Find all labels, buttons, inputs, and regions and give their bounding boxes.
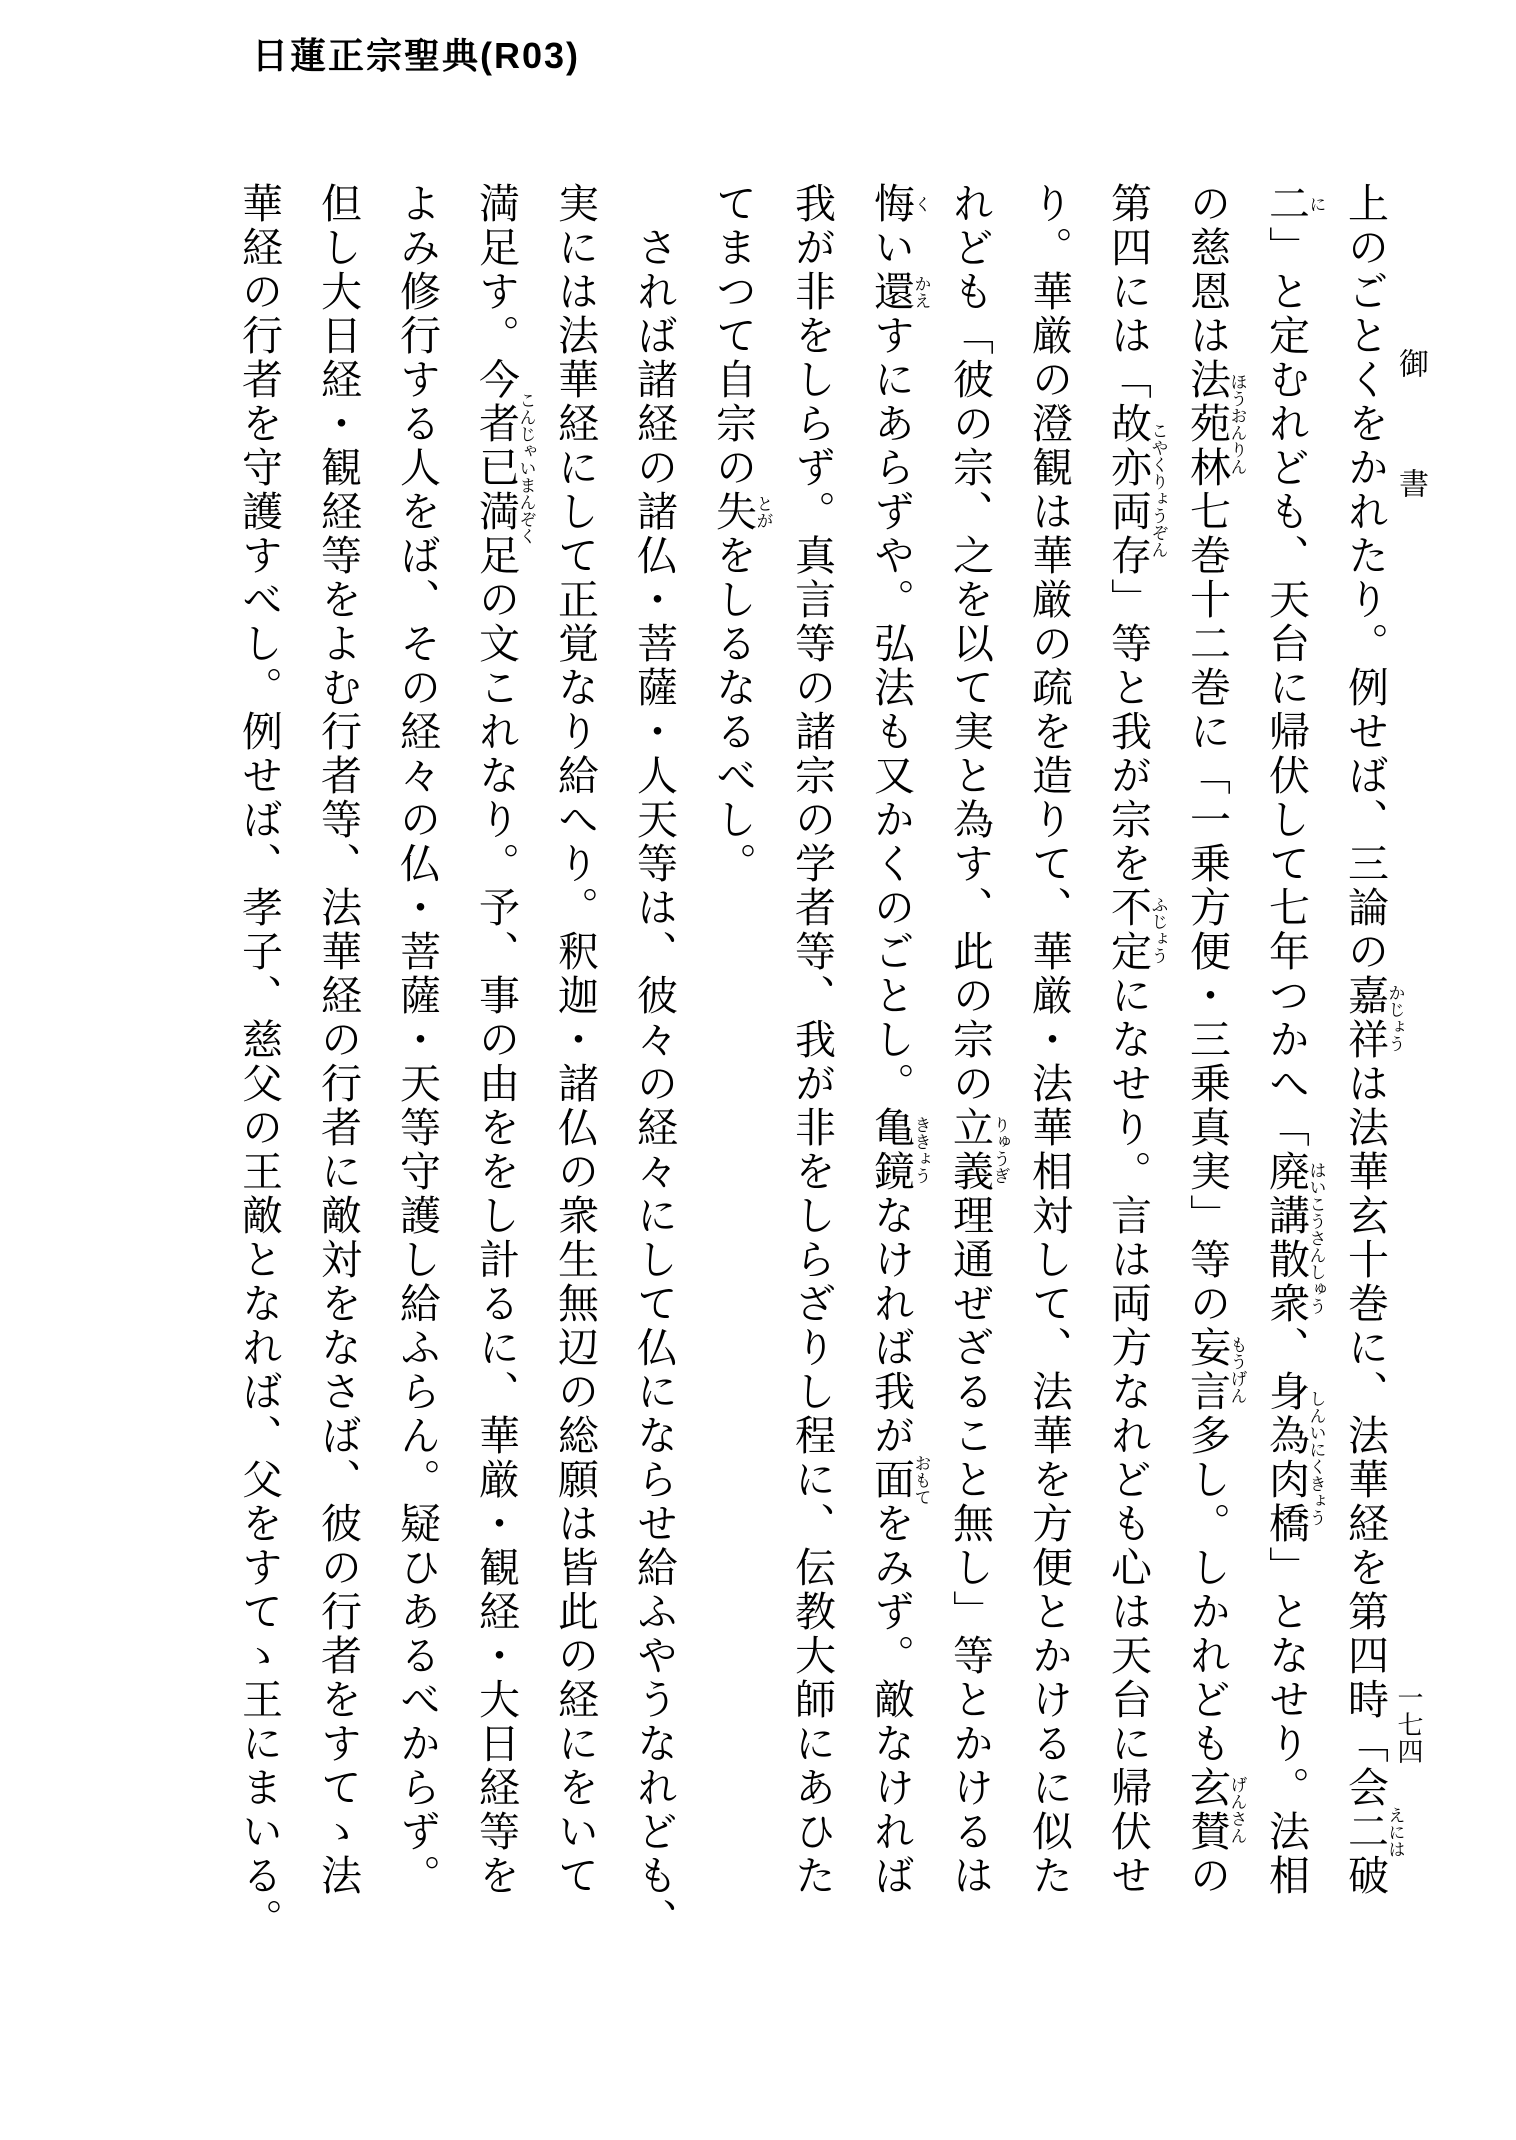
text-column: れども「彼の宗、之を以て実と為す、此の宗の立義りゅうぎ理通ぜざること無し」等とかけるは	[947, 182, 1010, 1898]
text-column: 我が非をしらず。真言等の諸宗の学者等、我が非をしらざりし程に、伝教大師にあひた	[789, 182, 835, 1898]
text-column: 第四には「故亦両存こやくりょうぞん」等と我が宗を不定ふじょうになせり。言は両方なれども心は天台に帰伏せ	[1105, 182, 1168, 1898]
running-header: 日蓮正宗聖典(R03)	[252, 35, 581, 76]
ruby-annotated-text: 会二破えには	[1342, 1766, 1405, 1898]
ruby-annotated-text: 還かえ	[868, 270, 931, 314]
text-column: されば諸経の諸仏・菩薩・人天等は、彼々の経々にして仏にならせ給ふやうなれども、	[631, 226, 677, 1942]
ruby-annotated-text: 面おもて	[868, 1454, 931, 1506]
ruby-annotated-text: 妄言もうげん	[1184, 1326, 1247, 1414]
text-column: てまつて自宗の失とがをしるなるべし。	[710, 182, 773, 886]
ruby-annotated-text: 身為肉橋しんいにくきょう	[1263, 1370, 1326, 1546]
ruby-annotated-text: 失とが	[710, 490, 773, 534]
text-column: の慈恩は法苑林ほうおんりん七巻十二巻に「一乗方便・三乗真実」等の妄言もうげん多し。しかれども玄賛げんさんの	[1184, 182, 1247, 1898]
text-column: り。華厳の澄観は華厳の疏を造りて、華厳・法華相対して、法華を方便とかけるに似た	[1026, 182, 1072, 1898]
ruby-annotated-text: 法苑林ほうおんりん	[1184, 358, 1247, 490]
edge-label-gosho: 御書	[1394, 348, 1427, 588]
text-column: よみ修行する人をば、その経々の仏・菩薩・天等守護し給ふらん。疑ひあるべからず。	[394, 182, 440, 1898]
body-text	[219, 182, 1404, 1972]
ruby-annotated-text: 立義りゅうぎ	[947, 1106, 1010, 1194]
text-column: 実には法華経にして正覚なり給へり。釈迦・諸仏の衆生無辺の総願は皆此の経にをいて	[552, 182, 598, 1898]
ruby-annotated-text: 二に	[1263, 182, 1326, 226]
ruby-annotated-text: 玄賛げんさん	[1184, 1766, 1247, 1854]
text-column: 満足す。今者已満足こんじゃいまんぞくの文これなり。予、事の由ををし計るに、華厳・観経・大日経等を	[473, 182, 536, 1898]
ruby-annotated-text: 今者已満足こんじゃいまんぞく	[473, 358, 536, 578]
ruby-annotated-text: 故亦両存こやくりょうぞん	[1105, 402, 1168, 578]
ruby-annotated-text: 廃講散衆はいこうさんしゅう	[1263, 1150, 1326, 1326]
ruby-annotated-text: 嘉祥かじょう	[1342, 974, 1405, 1062]
text-column: 悔くい還かえすにあらずや。弘法も又かくのごとし。亀鏡ききょうなければ我が面おもてをみず。敵なければ	[868, 182, 931, 1898]
text-column: 華経の行者を守護すべし。例せば、孝子、慈父の王敵となれば、父をすてゝ王にまいる。	[236, 182, 282, 1942]
text-column: 二に」と定むれども、天台に帰伏して七年つかへ「廃講散衆はいこうさんしゅう、身為肉橋しんいにくきょう」となせり。法相	[1263, 182, 1326, 1898]
ruby-annotated-text: 不定ふじょう	[1105, 886, 1168, 974]
ruby-annotated-text: 亀鏡ききょう	[868, 1106, 931, 1194]
text-column: 上のごとくをかれたり。例せば、三論の嘉祥かじょうは法華玄十巻に、法華経を第四時「会二破えには	[1342, 182, 1405, 1898]
page-number: 一七四	[1394, 1684, 1423, 1765]
text-column: 但し大日経・観経等をよむ行者等、法華経の行者に敵対をなさば、彼の行者をすてゝ法	[315, 182, 361, 1898]
ruby-annotated-text: 悔く	[868, 182, 931, 226]
